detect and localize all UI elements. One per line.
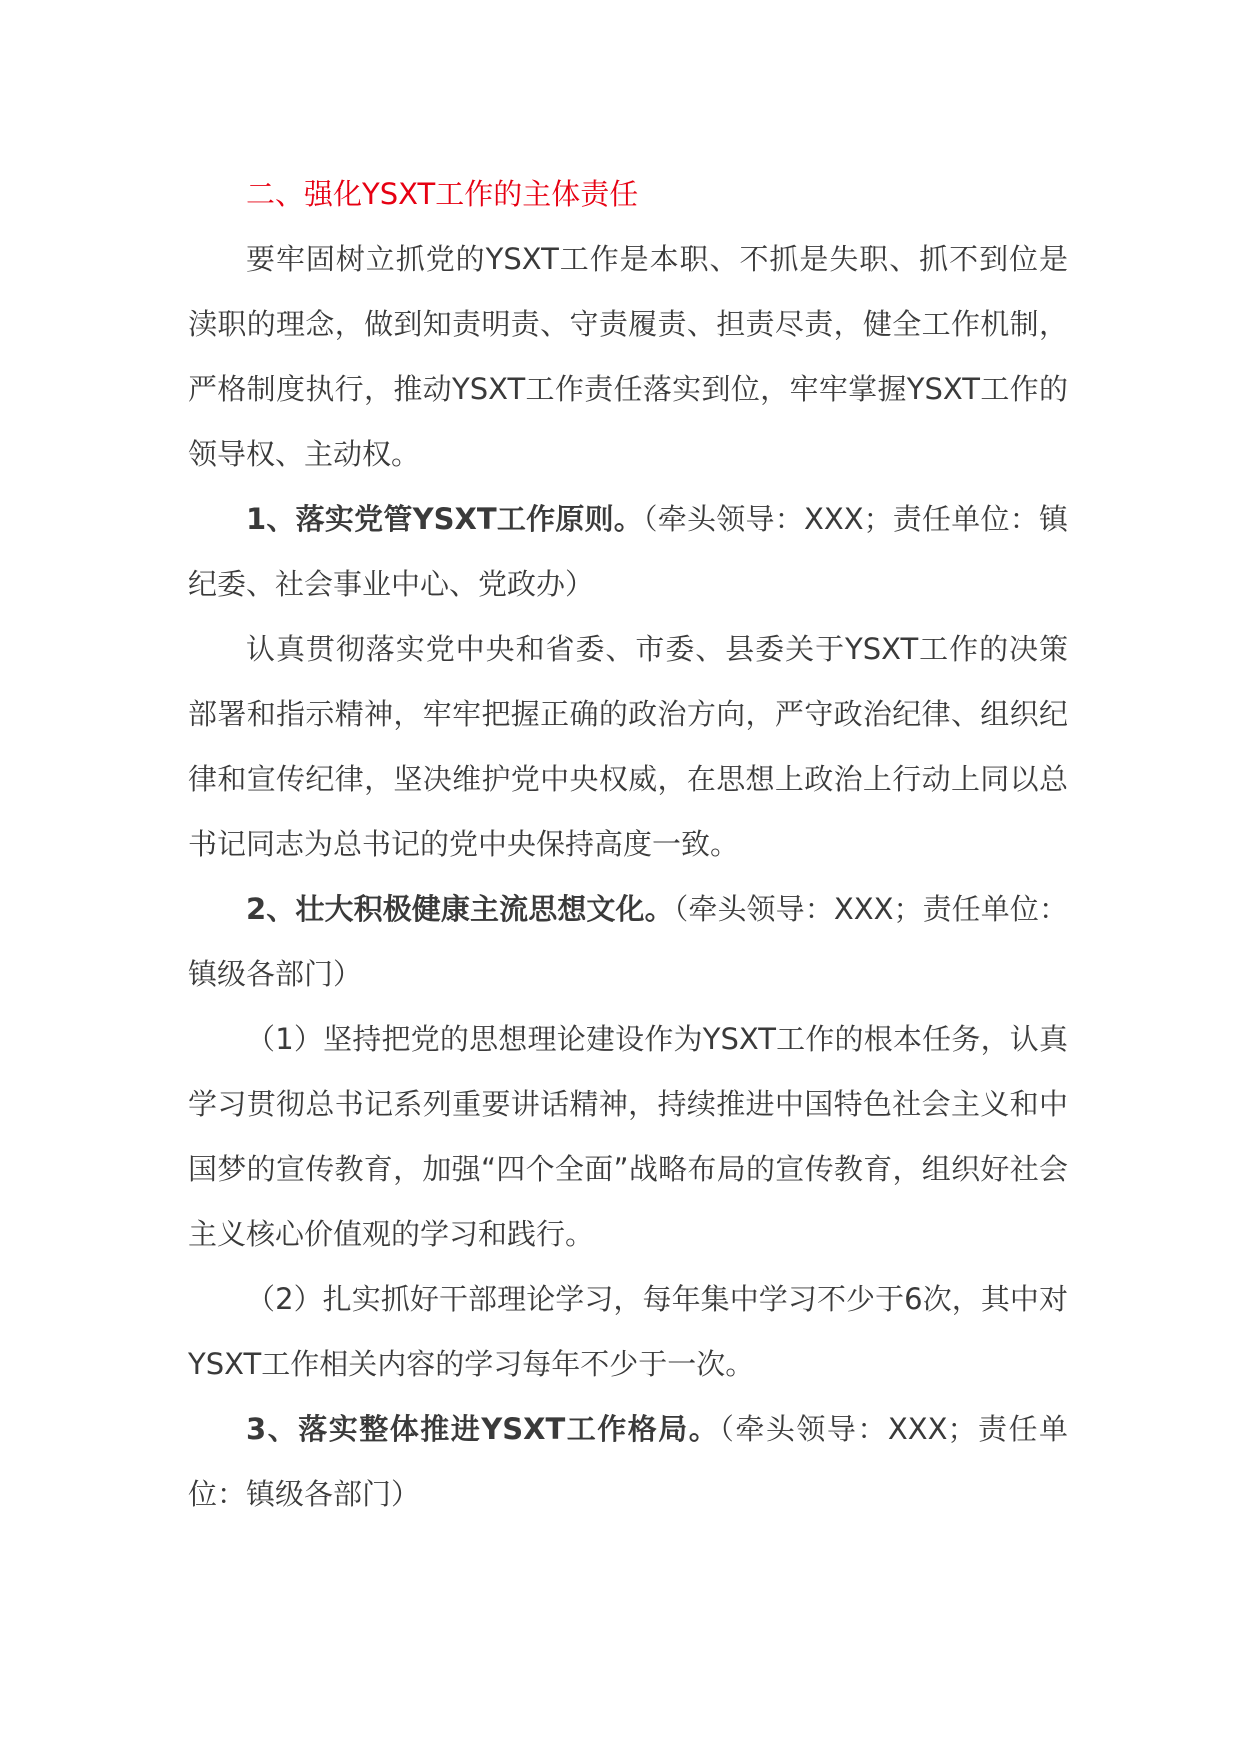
item-1-note: （牵头领导：XXX；责任单位：镇纪委、社会事业中心、党政办） [188,502,1068,601]
item-1-body: 认真贯彻落实党中央和省委、市委、县委关于YSXT工作的决策部署和指示精神，牢牢把握正确的政治方向，严守政治纪律、组织纪律和宣传纪律，坚决维护党中央权威，在思想上政治上行动上同以总书记同志为总书记的党中央保持高度一致。 [188,632,1068,861]
item-3-note: （牵头领导：XXX；责任单位：镇级各部门） [188,1412,1068,1511]
item-2-sub-2: （2）扎实抓好干部理论学习，每年集中学习不少于6次，其中对YSXT工作相关内容的学习每年不少于一次。 [188,1282,1068,1381]
item-2-paragraph [188,877,1068,1007]
intro-paragraph: 要牢固树立抓党的YSXT工作是本职、不抓是失职、抓不到位是渎职的理念，做到知责明责、守责履责、担责尽责，健全工作机制，严格制度执行，推动YSXT工作责任落实到位，牢牢掌握YSXT工作的领导权、主动权。 [188,242,1068,471]
item-2-title: 2、壮大积极健康主流思想文化。 [246,892,674,926]
document-body [188,162,1068,1527]
section-heading: 二、强化YSXT工作的主体责任 [246,177,639,211]
item-3-paragraph [188,1397,1068,1527]
item-2-note: （牵头领导：XXX；责任单位：镇级各部门） [188,892,1068,991]
item-3-title: 3、落实整体推进YSXT工作格局。 [246,1412,720,1446]
item-2-sub-1: （1）坚持把党的思想理论建设作为YSXT工作的根本任务，认真学习贯彻总书记系列重要讲话精神，持续推进中国特色社会主义和中国梦的宣传教育，加强“四个全面”战略布局的宣传教育，组织好社会主义核心价值观的学习和践行。 [188,1022,1068,1251]
item-1-title: 1、落实党管YSXT工作原则。 [246,502,644,536]
item-1-paragraph [188,487,1068,617]
